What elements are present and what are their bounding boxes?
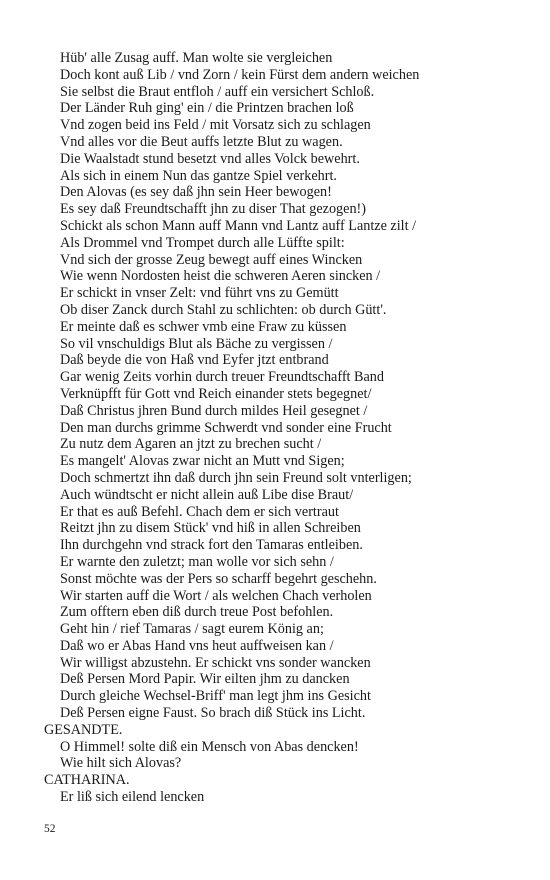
verse-line: Er warnte den zuletzt; man wolle vor sich sehn /	[60, 553, 334, 570]
verse-line: Daß wo er Abas Hand vns heut auffweisen kan /	[60, 637, 334, 654]
verse-line: Wir willigst abzustehn. Er schickt vns sonder wancken	[60, 654, 371, 671]
verse-line: Daß beyde die von Haß vnd Eyfer jtzt entbrand	[60, 352, 329, 369]
verse-line: Auch wündtscht er nicht allein auß Libe dise Braut/	[60, 486, 354, 503]
verse-line: Schickt als schon Mann auff Mann vnd Lantz auff Lantze zilt /	[60, 217, 417, 234]
speaker-name: GESANDTE.	[44, 721, 123, 738]
verse-line: Wie hilt sich Alovas?	[60, 755, 182, 772]
verse-line: Er meinte daß es schwer vmb eine Fraw zu küssen	[60, 318, 347, 335]
verse-line: Ob diser Zanck durch Stahl zu schlichten: ob durch Gütt'.	[60, 301, 387, 318]
verse-line: Als sich in einem Nun das gantze Spiel verkehrt.	[60, 167, 337, 184]
verse-line: Vnd zogen beid ins Feld / mit Vorsatz sich zu schlagen	[60, 117, 371, 134]
verse-line: Verknüpfft für Gott vnd Reich einander stets begegnet/	[60, 385, 372, 402]
verse-line: Vnd sich der grosse Zeug bewegt auff eines Wincken	[60, 251, 363, 268]
verse-line: Durch gleiche Wechsel-Briff' man legt jhm ins Gesicht	[60, 688, 371, 705]
verse-line: Wir starten auff die Wort / als welchen Chach verholen	[60, 587, 372, 604]
verse-line: Sie selbst die Braut entfloh / auff ein versichert Schloß.	[60, 83, 375, 100]
verse-line: Er that es auß Befehl. Chach dem er sich vertraut	[60, 503, 339, 520]
verse-line: Die Waalstadt stund besetzt vnd alles Volck bewehrt.	[60, 150, 360, 167]
verse-line: Daß Christus jhren Bund durch mildes Heil gesegnet /	[60, 402, 368, 419]
verse-line: Reitzt jhn zu disem Stück' vnd hiß in allen Schreiben	[60, 520, 361, 537]
verse-line: Geht hin / rief Tamaras / sagt eurem König an;	[60, 621, 324, 638]
verse-line: Ihn durchgehn vnd strack fort den Tamaras entleiben.	[60, 537, 363, 554]
verse-line: Er liß sich eilend lencken	[60, 789, 205, 806]
page-text	[44, 50, 534, 806]
verse-line: Deß Persen eigne Faust. So brach diß Stück ins Licht.	[60, 705, 366, 722]
verse-line: O Himmel! solte diß ein Mensch von Abas dencken!	[60, 738, 359, 755]
speaker-name: CATHARINA.	[44, 772, 130, 789]
verse-line: Hüb' alle Zusag auff. Man wolte sie vergleichen	[60, 50, 333, 66]
verse-line: Vnd alles vor die Beut auffs letzte Blut zu wagen.	[60, 133, 343, 150]
verse-line: Den man durchs grimme Schwerdt vnd sonder eine Frucht	[60, 419, 392, 436]
verse-line: Deß Persen Mord Papir. Wir eilten jhm zu dancken	[60, 671, 350, 688]
verse-line: Zum offtern eben diß durch treue Post befohlen.	[60, 604, 334, 621]
verse-line: Doch kont auß Lib / vnd Zorn / kein Fürst dem andern weichen	[60, 66, 420, 83]
verse-line: Gar wenig Zeits vorhin durch treuer Freundtschafft Band	[60, 369, 384, 386]
verse-line: Als Drommel vnd Trompet durch alle Lüffte spilt:	[60, 234, 345, 251]
verse-line: Es mangelt' Alovas zwar nicht an Mutt vnd Sigen;	[60, 453, 345, 470]
verse-line: Zu nutz dem Agaren an jtzt zu brechen sucht /	[60, 436, 322, 453]
verse-line: So vil vnschuldigs Blut als Bäche zu vergissen /	[60, 335, 333, 352]
verse-line: Doch schmertzt ihn daß durch jhn sein Freund solt vnterligen;	[60, 469, 412, 486]
verse-line: Wie wenn Nordosten heist die schweren Aeren sincken /	[60, 268, 381, 285]
verse-line: Sonst möchte was der Pers so scharff begehrt geschehn.	[60, 570, 377, 587]
verse-line: Er schickt in vnser Zelt: vnd führt vns zu Gemütt	[60, 285, 339, 302]
verse-line: Der Länder Ruh ging' ein / die Printzen brachen loß	[60, 100, 354, 117]
verse-line: Den Alovas (es sey daß jhn sein Heer bewogen!	[60, 184, 332, 201]
page-number: 52	[44, 823, 56, 835]
verse-line: Es sey daß Freundtschafft jhn zu diser That gezogen!)	[60, 201, 366, 218]
